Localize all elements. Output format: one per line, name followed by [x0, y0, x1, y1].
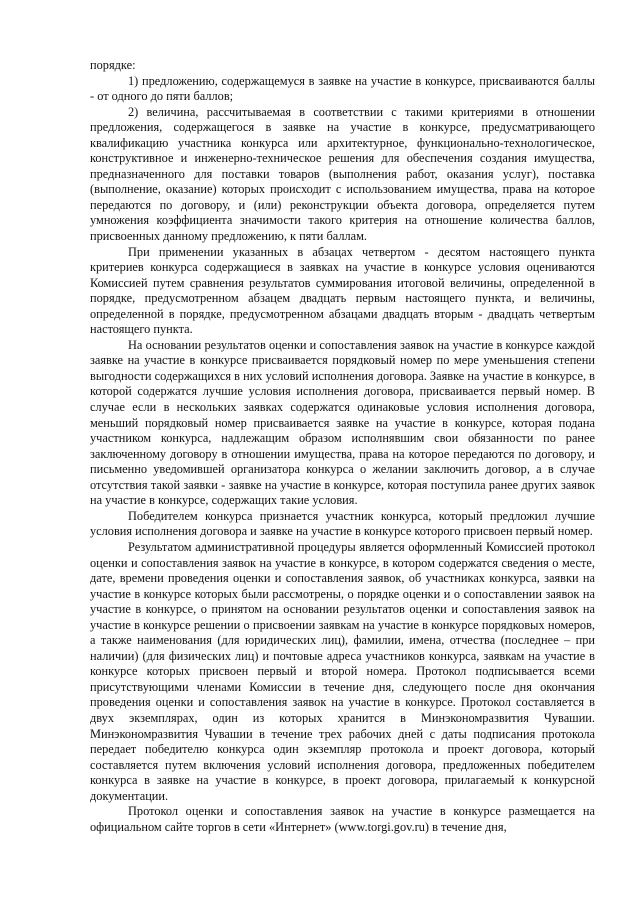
paragraph-item-1: 1) предложению, содержащемуся в заявке на участие в конкурсе, присваиваются баллы - от одного до пяти баллов; [90, 73, 595, 104]
paragraph-protocol-publication: Протокол оценки и сопоставления заявок на участие в конкурсе размещается на официальном сайте торгов в сети «Интернет» (www.torgi.gov.ru) в течение дня, [90, 804, 595, 834]
paragraph-winner: Победителем конкурса признается участник конкурса, который предложил лучшие условия исполнения договора и заявке на участие в конкурсе которого присвоен первый номер. [90, 508, 595, 539]
paragraph-result-protocol: Результатом административной процедуры является оформленный Комиссией протокол оценки и сопоставления заявок на участие в конкурсе, в котором содержатся сведения о месте, дате, времени проведения оценки и сопоставления заявок, об участниках конкурса, заявки на участие в конкурсе которых были рассмотрены, о порядке оценки и о сопоставлении заявок на участие в конкурсе, о принятом на основании результатов оценки и сопоставления заявок на участие в конкурсе решении о присвоении заявкам на участие в конкурсе порядковых номеров, а также наименования (для юридических лиц), фамилии, имена, отчества (последнее – при наличии) (для физических лиц) и почтовые адреса участников конкурса, заявкам на участие в конкурсе которых присвоен первый и второй номера. Протокол подписывается всеми присутствующими членами Комиссии в течение дня, следующего после дня окончания проведения оценки и сопоставления заявок на участие в конкурсе. Протокол составляется в двух экземплярах, один из которых хранится в Минэкономразвития Чувашии. Минэкономразвития Чувашии в течение трех рабочих дней с даты подписания протокола передает победителю конкурса один экземпляр протокола и проект договора, который составляется путем включения условий исполнения договора, предложенных победителем конкурса в заявке на участие в конкурсе, в проект договора, прилагаемый к конкурсной документации. [90, 539, 595, 803]
paragraph-ranking: На основании результатов оценки и сопоставления заявок на участие в конкурсе каждой заявке на участие в конкурсе присваивается порядковый номер по мере уменьшения степени выгодности содержащихся в них условий исполнения договора. Заявке на участие в конкурсе, в которой содержатся лучшие условия исполнения договора, присваивается первый номер. В случае если в нескольких заявках содержатся одинаковые условия исполнения договора, меньший порядковый номер присваивается заявке на участие в конкурсе, которая подана участником конкурса, надлежащим образом исполнявшим свои обязанности по ранее заключенному договору в отношении имущества, права на которое передаются по договору, и письменно уведомившей организатора конкурса о желании заключить договор, а в случае отсутствия такой заявки - заявке на участие в конкурсе, которая поступила ранее других заявок на участие в конкурсе, содержащих такие условия. [90, 337, 595, 508]
paragraph-criteria-comparison: При применении указанных в абзацах четвертом - десятом настоящего пункта критериев конкурса содержащиеся в заявках на участие в конкурсе условия оцениваются Комиссией путем сравнения результатов суммирования итоговой величины, определенной в порядке, предусмотренном абзацем двадцать первым настоящего пункта, и величины, определенной в порядке, предусмотренном абзацами двадцать вторым - двадцать четвертым настоящего пункта. [90, 244, 595, 337]
document-page [90, 58, 595, 835]
paragraph-continuation: порядке: [90, 58, 136, 72]
paragraph-item-2: 2) величина, рассчитываемая в соответствии с такими критериями в отношении предложения, содержащегося в заявке на участие в конкурсе, предусматривающего квалификацию участника конкурса или архитектурное, функционально-технологическое, конструктивное и инженерно-техническое решения для обеспечения создания имущества, предназначенного для поставки товаров (выполнения работ, оказания услуг), поставка (выполнение, оказание) которых происходит с использованием имущества, права на которое передаются по договору, и (или) реконструкции объекта договора, определяется путем умножения коэффициента значимости такого критерия на отношение количества баллов, присвоенных данному предложению, к пяти баллам. [90, 104, 595, 244]
